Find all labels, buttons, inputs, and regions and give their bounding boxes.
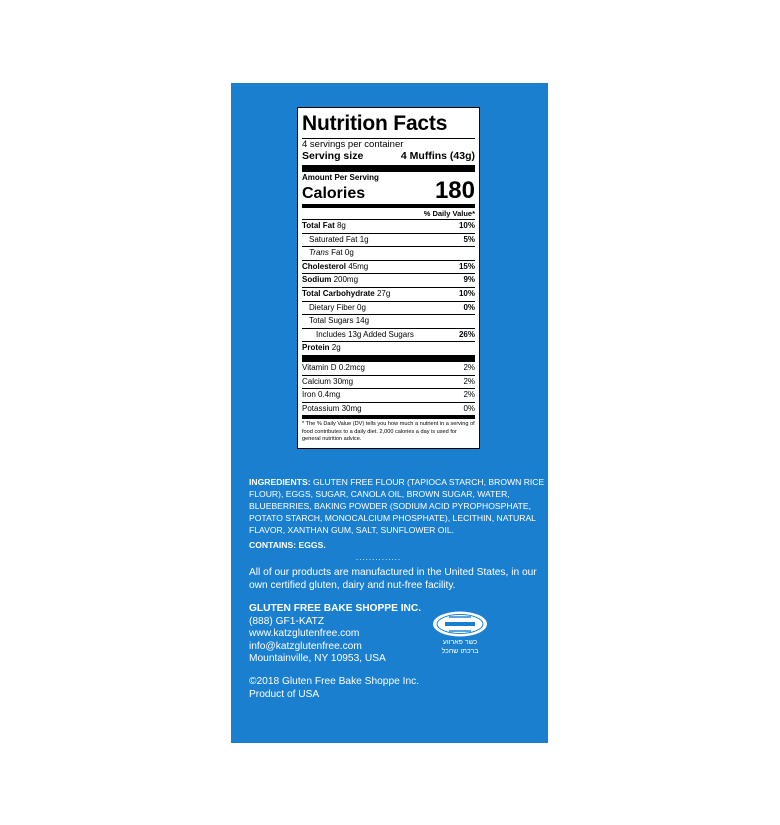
company-phone: (888) GF1-KATZ [249,615,325,627]
nutrition-title: Nutrition Facts [302,112,448,135]
daily-value-footnote: * The % Daily Value (DV) tells you how much a nutrient in a serving of food contributes to a daily diet. 2,000 calories a day is used for general nutrition advice. [302,421,475,443]
daily-value-header: % Daily Value* [423,209,475,218]
company-name: GLUTEN FREE BAKE SHOPPE INC. [249,603,422,614]
kosher-text-2: ברכתו שהכל [441,648,479,655]
copyright-block [249,676,419,701]
nutrient-row: Total Fat 8g 10% [302,219,475,233]
dotted-divider: .............. [356,553,402,562]
nutrient-row: Protein 2g [302,341,475,355]
company-email: info@katzglutenfree.com [249,640,362,652]
company-website: www.katzglutenfree.com [249,628,360,640]
nutrient-row: Includes 13g Added Sugars 26% [302,328,475,342]
servings-per-container: 4 servings per container [302,139,404,150]
copyright-text: ©2018 Gluten Free Bake Shoppe Inc. [249,676,420,687]
calories-label: Calories [302,185,366,202]
nutrient-row: Trans Fat 0g [302,246,475,260]
allergen-statement: CONTAINS: EGGS. [249,540,326,550]
kosher-text-1: כשר פארווע [442,639,478,646]
calories-value: 180 [434,177,475,204]
manufacturing-statement: All of our products are manufactured in the United States, in our own certified gluten, dairy and nut-free facility. [249,567,537,591]
amount-per-serving: Amount Per Serving [302,173,379,182]
product-origin: Product of USA [249,688,320,700]
serving-size-value: 4 Muffins (43g) [400,150,475,162]
kosher-seal-icon [431,610,489,638]
ingredients-label: INGREDIENTS: [249,477,311,487]
nutrient-row: Saturated Fat 1g 5% [302,233,475,247]
nutrient-row: Total Sugars 14g [302,314,475,328]
kosher-certification [428,610,492,662]
nutrient-row: Total Carbohydrate 27g 10% [302,287,475,301]
ingredients-list: GLUTEN FREE FLOUR (TAPIOCA STARCH, BROWN RICE FLOUR), EGGS, SUGAR, CANOLA OIL, BROWN SUGAR, WATER, BLUEBERRIES, BAKING POWDER (SODIUM ACID PYROPHOSPHATE, POTATO STARCH, MONOCALCIUM PHOSPHATE), LECITHIN, NATURAL FLAVOR, XANTHAN GUM, SALT, SUNFLOWER OIL. [249,477,545,536]
nutrient-row: Sodium 200mg 9% [302,273,475,287]
nutrition-facts-label [297,107,480,449]
company-info [249,603,421,666]
nutrient-row: Dietary Fiber 0g 0% [302,301,475,315]
ingredients-text [249,476,549,536]
serving-size-label: Serving size [302,150,364,162]
company-address: Mountainville, NY 10953, USA [249,653,386,665]
nutrient-row: Cholesterol 45mg 15% [302,260,475,274]
vitamin-row: Vitamin D 0.2mcg 2% [302,362,475,372]
vitamin-row: Iron 0.4mg 2% [302,388,475,402]
serving-size-row [302,150,475,163]
vitamin-row: Potassium 30mg 0% [302,402,475,416]
vitamin-row: Calcium 30mg 2% [302,375,475,389]
